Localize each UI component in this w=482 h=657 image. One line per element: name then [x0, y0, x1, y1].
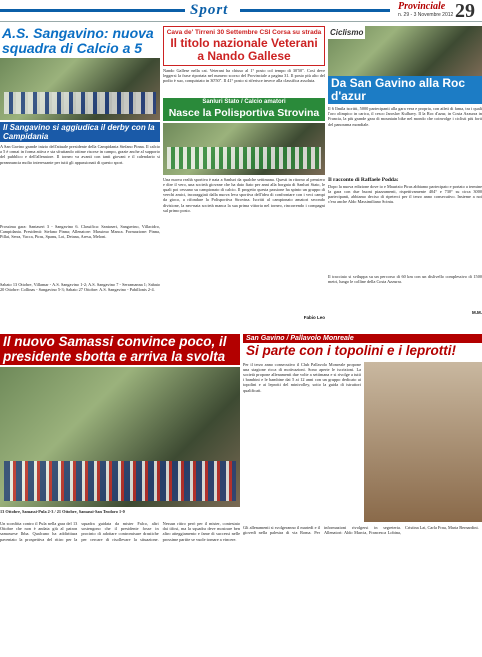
samassi-body: Un sconfitta contro il Pula nella gara del 13 Ottobre che non è andata giù al patron samassese Ibba. Qualcuno ha addirittura paventato la prospettiva del ritiro per la squadra guidata da mister Falco, altri sostengono che il presidente fosse in procinto di adottare contromisure drastiche per cercare di risollevare la situazione. Nessun ritiro però per il mister, contestato dai tifosi, ma la squadra deve mostrare ben altro atteggiamento e fame di successi nelle prossime partite se vuole tornare a vincere.	[0, 521, 240, 542]
right-signature: M.M.	[472, 309, 482, 315]
strovina-photo	[163, 123, 325, 175]
header-rule-right	[240, 9, 390, 12]
right-article	[328, 26, 482, 330]
header-rule-left	[0, 9, 185, 12]
left-results: Sabato 13 Ottobre, Villamar - A.S. Sangavino 1-2; A.S. Sangavino 7 - Serramanna 1; Sabato 20 Ottobre: Collinas - Sangavino 5-3; Sabato 27 Ottobre: A.S. Sangavino - Pabillonis 2-4.	[0, 282, 160, 293]
left-subheading: Il Sangavino si aggiudica il derby con la Campidania	[0, 122, 160, 142]
newspaper-logo: Provinciale	[398, 1, 446, 12]
pallavolo-body-2: Gli allenamenti si svolgeranno il martedì e il giovedì nella palestra di via Roma. Per informazioni rivolgersi in segreteria. Allenatori: Aldo Marcia, Francesca Lobina, Cristina Lai, Carla Frau, Maria Bernardini.	[243, 524, 479, 535]
team-photo	[0, 58, 160, 120]
strovina-title: Nasce la Polisportiva Strovina	[163, 107, 325, 121]
samassi-title: Il nuovo Samassi convince poco, il presidente sbotta e arriva la svolta	[0, 334, 240, 365]
pallavolo-article	[243, 334, 482, 645]
samassi-photo	[0, 367, 240, 507]
veterani-kicker: Cava de' Tirreni 30 Settembre CSI Corsa su strada	[166, 29, 322, 36]
cycling-photo	[328, 26, 482, 76]
pallavolo-body: Per il terzo anno consecutivo il Club Pallavolo Monreale propone una stagione ricca di motivazioni. Sono aperte le iscrizioni. La società propone allenamenti due volte a settimana e si rivolge a tutti i bambini e le bambine dai 5 ai 12 anni con un gruppo dedicato ai topolini e ai leprotti del minivolley, sotto la guida di istruttori qualificati.	[243, 361, 361, 393]
strovina-body: Una nuova realtà sportiva è nata a Sanluri da qualche settimana. Questi in ritorno al pensiero e dire il vero, una società giovane che ha dato fiato per anni alla borgata di Sanluri Stato, le quali poi cessano su campionato di calcio. Il progetto questa passione ha spinto un gruppo di veechi amici, incoraggiati dalla nuova leva sportiva dell'idea di confrontare con i veci campi da gioco, a rifondare la Polisportiva Strovina. Iscritti al campionato amatori secondo divisione, la neo-nata società manca la sua prima vittoria nel torneo, rincorrendo i compagni sul primo posto.	[163, 176, 325, 213]
left-article-title: A.S. Sangavino: nuova squadra di Calcio a 5	[2, 25, 154, 56]
right-kicker: Ciclismo	[330, 28, 364, 37]
samassi-article	[0, 334, 240, 657]
right-title: Da San Gavino alla Roc d'azur	[328, 76, 482, 104]
page-number: 29	[455, 0, 475, 22]
right-body-3: Il tracciato si sviluppa su un percorso di 60 km con un dislivello complessivo di 1500 metri, lungo le colline della Costa Azzurra.	[328, 273, 482, 284]
samassi-results: 13 Ottobre, Samassi-Pula 2-3 / 21 Ottobre, Samassi-San Teodoro 1-0	[0, 509, 125, 514]
pallavolo-kicker: San Gavino / Pallavolo Monreale	[243, 334, 482, 343]
strovina-kicker: Sanluri Stato / Calcio amatori	[163, 98, 325, 107]
right-subheading: Il racconto di Raffaele Podda:	[328, 177, 399, 183]
left-body-1: A San Gavino grande inizio dell'attuale presidente della Campidania Stefano Pinna. Il calcio a 5 è ormai in forma attiva e sta sfruttando ottime risorse in campo, grazie anche al supporto del pubblico e dell'allenatore. Il torneo va avanti con tanti giovani e il calendario si preannuncia molto interessante per tutti gli appassionati di questo sport.	[0, 144, 160, 165]
strovina-signature: Fabio Leo	[303, 314, 325, 320]
right-body-2: Dopo la nuova edizione dove io e Maurizio Piras abbiamo partecipato e portato a termine la gara con due buoni piazzamenti, rispettivamente 404° e 730° su circa 3000 partecipanti, abbiamo deciso di ripeterci per il terzo anno consecutivo. Insieme a noi c'era anche Aldo Massimiliano Scintu.	[328, 183, 482, 205]
page-header	[0, 0, 482, 22]
veterani-body: Nando Gallese nella cat. Veterani ha chiuso al 1° posto col tempo di 30'50". Così deve leggersi la frase riportata nel numero scorso del Provinciale a pagina 31. Il posto più alto del podio è suo, conquistato in 30'50". Il 41° posto si riferisce invece alla classifica assoluta.	[163, 67, 325, 83]
veterani-box	[163, 26, 325, 66]
pallavolo-photo	[364, 362, 482, 522]
left-body-2: Prossima gara: Santaseri 3 - Sangavino 6. Classifica: Santaseri, Sangavino, Villacidro, Campidania. Presidenti: Stefano Pinna; Allenatore: Massimo Manca. Formazione: Pinna, Pillai, Serra, Vacca, Piras, Spanu, Loi, Deiana, Aresu, Meloni.	[0, 224, 160, 240]
section-title: Sport	[190, 2, 229, 18]
veterani-title: Il titolo nazionale Veterani a Nando Gallese	[170, 35, 318, 63]
pallavolo-title: Si parte con i topolini e i leprotti!	[243, 343, 482, 360]
left-article	[0, 26, 160, 330]
issue-info: n. 29 - 3 Novembre 2012	[398, 12, 454, 18]
center-column	[163, 26, 325, 330]
right-body-1: Il 6 Ilmila iscritti, 5000 partecipanti alla gara vera e propria, con atleti di fama, tra i quali l'oro olimpico in carica, il cesco Jaroslav Kulhavy. Il la Roc d'azur, in Costa Azzurra in Francia, la più grande gara di mountain bike nel mondo che coinvolge i ciclisti più forti del panorama mondiale.	[328, 106, 482, 127]
